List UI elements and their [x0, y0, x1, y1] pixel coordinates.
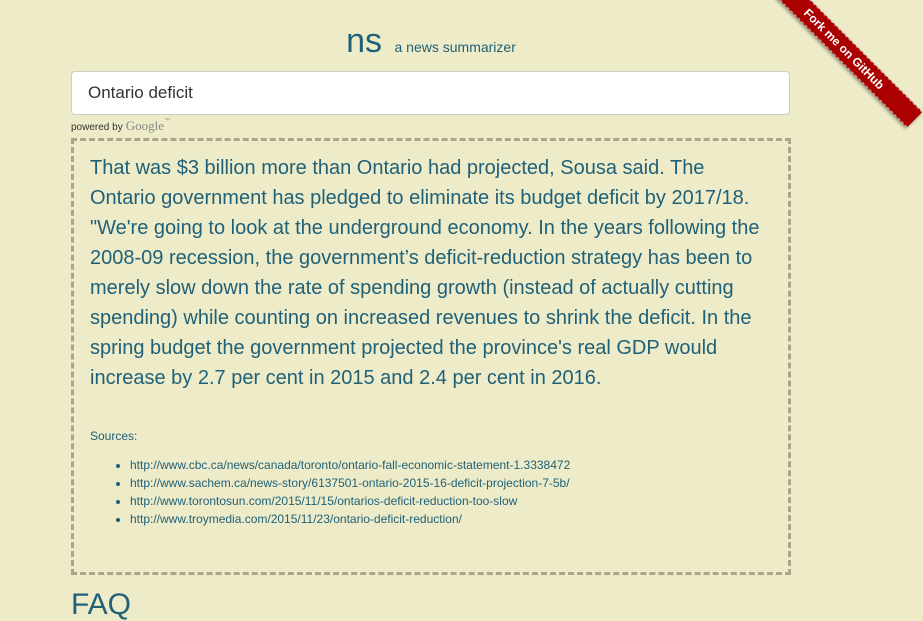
github-ribbon: [753, 0, 902, 149]
source-link[interactable]: http://www.cbc.ca/news/canada/toronto/ontario-fall-economic-statement-1.3338472: [130, 458, 571, 472]
source-link[interactable]: http://www.troymedia.com/2015/11/23/ontario-deficit-reduction/: [130, 512, 462, 526]
list-item: [130, 510, 772, 528]
header: [0, 22, 862, 61]
list-item: [130, 474, 772, 492]
app-tagline: a news summarizer: [394, 39, 516, 55]
sources-label: Sources:: [90, 429, 138, 443]
list-item: [130, 456, 772, 474]
sources-list: [90, 456, 772, 528]
search-input[interactable]: [72, 72, 789, 114]
source-link[interactable]: http://www.sachem.ca/news-story/6137501-ontario-2015-16-deficit-projection-7-5b/: [130, 476, 570, 490]
google-logo: Google: [125, 118, 164, 133]
google-tm: ™: [163, 118, 170, 124]
powered-by-google: [71, 118, 170, 134]
faq-heading: FAQ: [71, 588, 132, 621]
source-link[interactable]: http://www.torontosun.com/2015/11/15/ontarios-deficit-reduction-too-slow: [130, 494, 518, 508]
app-logo[interactable]: ns: [346, 22, 383, 60]
summary-panel: [71, 138, 791, 575]
list-item: [130, 492, 772, 510]
powered-by-label: powered by: [71, 122, 123, 133]
summary-text: That was $3 billion more than Ontario had projected, Sousa said. The Ontario government has pledged to eliminate its budget deficit by 2017/18. "We're going to look at the underground economy. In the years following the 2008-09 recession, the government’s deficit-reduction strategy has been to merely slow down the rate of spending growth (instead of actually cutting spending) while counting on increased revenues to shrink the deficit. In the spring budget the government projected the province's real GDP would increase by 2.7 per cent in 2015 and 2.4 per cent in 2016.: [90, 157, 760, 389]
search-box: [71, 71, 790, 115]
fork-on-github-link[interactable]: Fork me on GitHub: [766, 0, 923, 127]
